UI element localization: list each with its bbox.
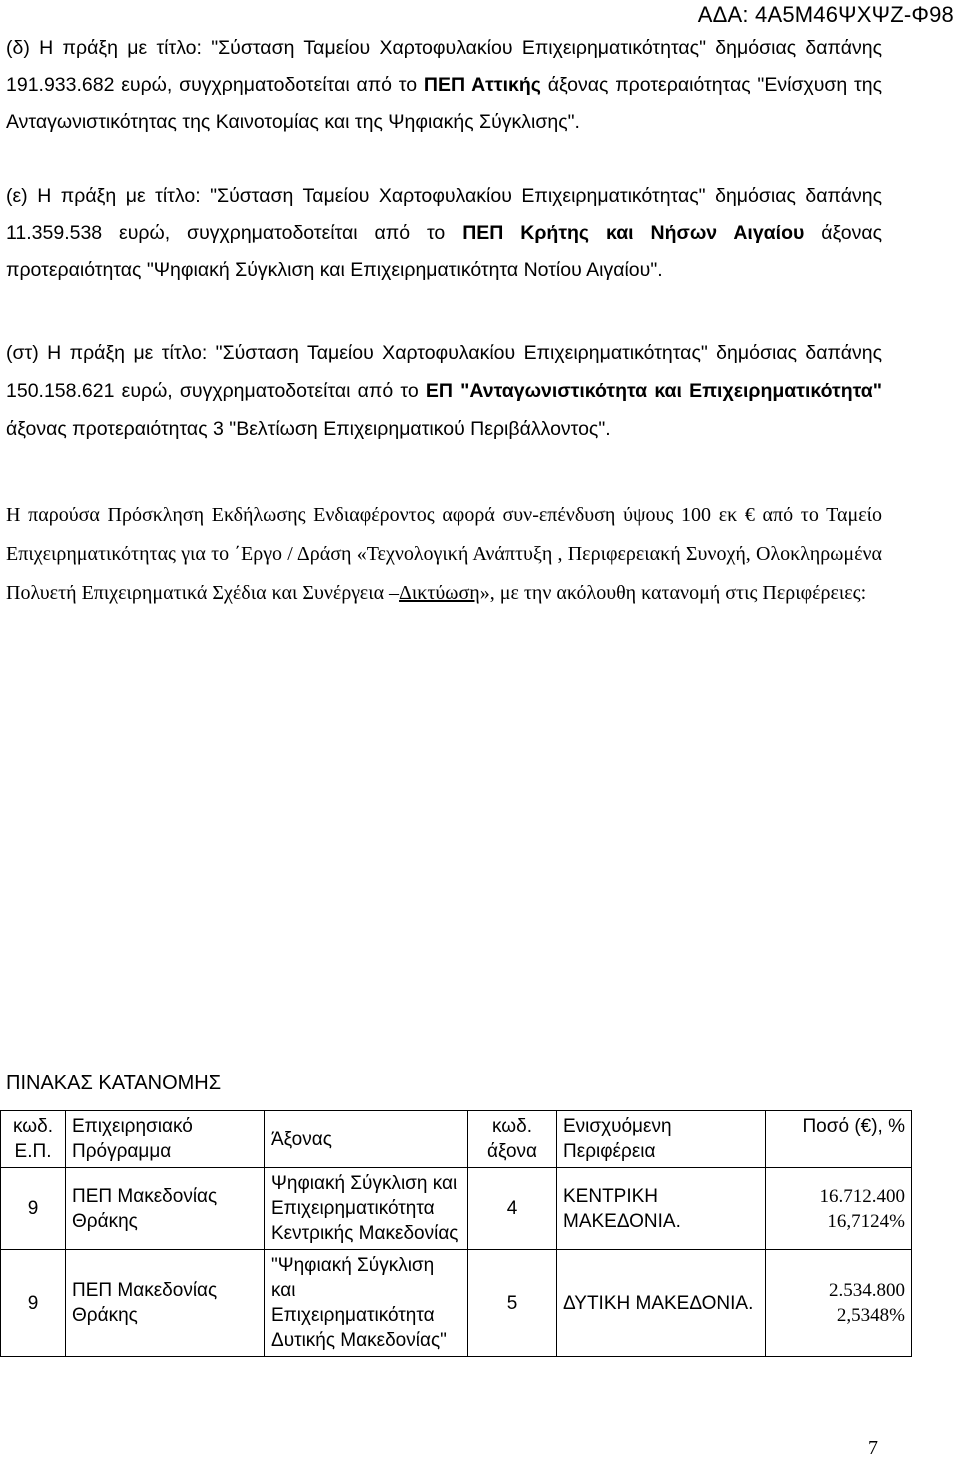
header-amount: Ποσό (€), % xyxy=(766,1111,912,1168)
cell-axis: "Ψηφιακή Σύγκλιση και Επιχειρηματικότητα Δυτικής Μακεδονίας" xyxy=(265,1250,468,1357)
cell-code-ep: 9 xyxy=(1,1250,66,1357)
paragraph-e xyxy=(6,178,882,289)
cell-region: ΔΥΤΙΚΗ ΜΑΚΕΔΟΝΙΑ. xyxy=(557,1250,766,1357)
header-code-ep: κωδ. Ε.Π. xyxy=(1,1111,66,1168)
cell-axis-code: 4 xyxy=(468,1168,557,1250)
paragraph-st-text-2: άξονας προτεραιότητας 3 "Βελτίωση Επιχειρηματικού Περιβάλλοντος". xyxy=(6,418,611,440)
paragraph-e-text-1: (ε) Η πράξη με τίτλο: "Σύσταση Ταμείου Χαρτοφυλακίου Επιχειρηματικότητας" δημόσιας δαπάνης 11.359.538 ευρώ, συγχρηματοδοτείται από το xyxy=(6,185,882,244)
cell-code-ep: 9 xyxy=(1,1168,66,1250)
cell-amount xyxy=(766,1168,912,1250)
cell-amount xyxy=(766,1250,912,1357)
cell-axis-code: 5 xyxy=(468,1250,557,1357)
paragraph-invitation xyxy=(6,496,882,613)
amount-percent: 16,7124% xyxy=(827,1210,905,1232)
amount-percent: 2,5348% xyxy=(836,1305,905,1326)
page-number: 7 xyxy=(868,1437,878,1459)
table-row xyxy=(1,1168,912,1250)
table-header-row xyxy=(1,1111,912,1168)
paragraph-invitation-underlined: Δικτύωση xyxy=(399,582,480,604)
cell-program: ΠΕΠ Μακεδονίας Θράκης xyxy=(66,1168,265,1250)
header-axis-code: κωδ. άξονα xyxy=(468,1111,557,1168)
header-axis: Άξονας xyxy=(265,1111,468,1168)
header-program: Επιχειρησιακό Πρόγραμμα xyxy=(66,1111,265,1168)
cell-program: ΠΕΠ Μακεδονίας Θράκης xyxy=(66,1250,265,1357)
paragraph-st-bold: ΕΠ "Ανταγωνιστικότητα και Επιχειρηματικότητα" xyxy=(425,380,882,402)
ada-code: ΑΔΑ: 4Α5Μ46ΨΧΨΖ-Φ98 xyxy=(697,2,954,27)
paragraph-st xyxy=(6,334,882,448)
cell-region: ΚΕΝΤΡΙΚΗ ΜΑΚΕΔΟΝΙΑ. xyxy=(557,1168,766,1250)
amount-value: 16.712.400 xyxy=(819,1185,905,1207)
paragraph-d-text-1: (δ) Η πράξη με τίτλο: "Σύσταση Ταμείου Χαρτοφυλακίου Επιχειρηματικότητας" δημόσιας δαπάνης 191.933.682 ευρώ, συγχρηματοδοτείται από το xyxy=(6,37,882,96)
paragraph-d xyxy=(6,30,882,141)
paragraph-e-bold: ΠΕΠ Κρήτης και Νήσων Αιγαίου xyxy=(462,222,805,244)
paragraph-invitation-text-1: Η παρούσα Πρόσκληση Εκδήλωσης Ενδιαφέροντος αφορά συν-επένδυση ύψους 100 εκ € από το Ταμείο Επιχειρηματικότητας για το ΄Εργο / Δράση «Τεχνολογική Ανάπτυξη , Περιφερειακή Συνοχή, Ολοκληρωμένα Πολυετή Επιχειρηματικά Σχέδια και Συνέργεια – xyxy=(6,504,882,604)
amount-value: 2.534.800 xyxy=(829,1280,905,1301)
table-row xyxy=(1,1250,912,1357)
paragraph-d-bold: ΠΕΠ Αττικής xyxy=(423,74,541,96)
paragraph-invitation-text-2: », με την ακόλουθη κατανομή στις Περιφέρειες: xyxy=(479,582,867,604)
paragraph-d-text-2: άξονας προτεραιότητας "Ενίσχυση της Ανταγωνιστικότητας της Καινοτομίας και της Ψηφιακής Σύγκλισης". xyxy=(6,74,882,133)
cell-axis: Ψηφιακή Σύγκλιση και Επιχειρηματικότητα Κεντρικής Μακεδονίας xyxy=(265,1168,468,1250)
allocation-table xyxy=(0,1110,912,1357)
paragraph-e-text-2: άξονας προτεραιότητας "Ψηφιακή Σύγκλιση και Επιχειρηματικότητα Νοτίου Αιγαίου". xyxy=(6,222,882,281)
header-region: Ενισχυόμενη Περιφέρεια xyxy=(557,1111,766,1168)
paragraph-st-text-1: (στ) Η πράξη με τίτλο: "Σύσταση Ταμείου Χαρτοφυλακίου Επιχειρηματικότητας" δημόσιας δαπάνης 150.158.621 ευρώ, συγχρηματοδοτείται από το xyxy=(6,342,882,402)
table-title: ΠΙΝΑΚΑΣ ΚΑΤΑΝΟΜΗΣ xyxy=(6,1072,222,1094)
